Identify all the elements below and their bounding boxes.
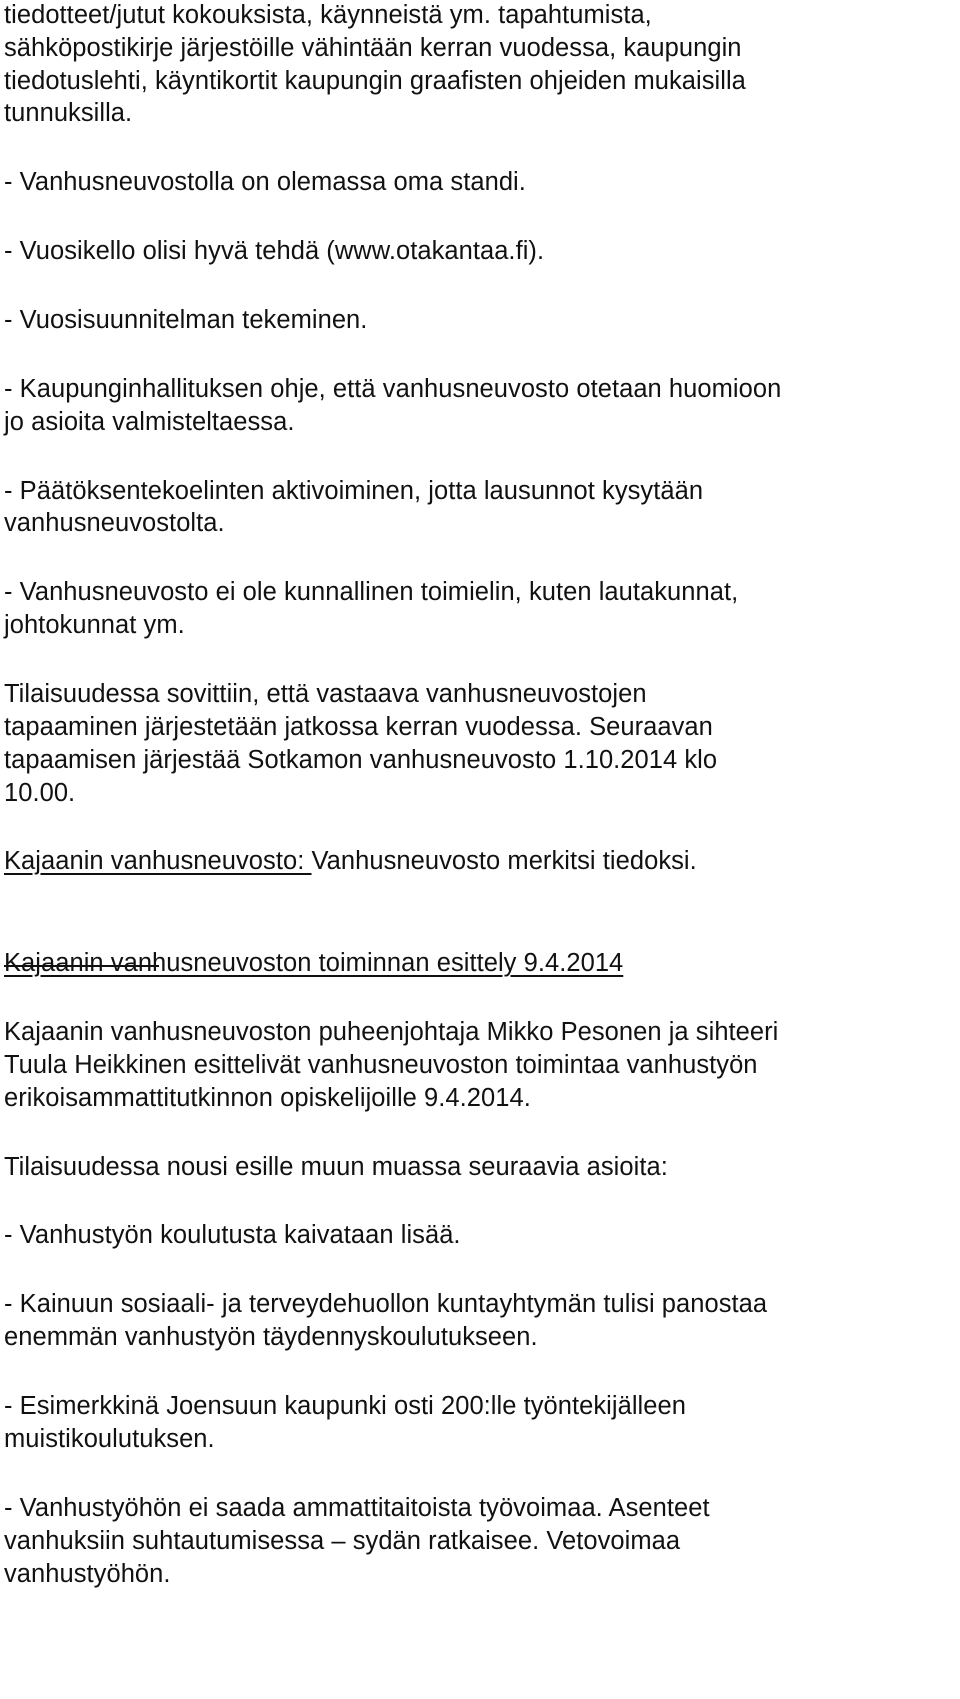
section-line-4: Tilaisuudessa nousi esille muun muassa seuraavia asioita: <box>4 1153 668 1181</box>
section-line-3: erikoisammattitutkinnon opiskelijoille 9.4.2014. <box>4 1084 531 1112</box>
bullet-vuosisuunnitelma: - Vuosisuunnitelman tekeminen. <box>4 306 368 334</box>
bullet-vuosikello: - Vuosikello olisi hyvä tehdä (www.otakantaa.fi). <box>4 237 545 265</box>
section-line-12: vanhustyöhön. <box>4 1560 171 1588</box>
intro-line-2: sähköpostikirje järjestöille vähintään kerran vuodessa, kaupungin <box>4 34 742 62</box>
meeting-line-1: Tilaisuudessa sovittiin, että vastaava vanhusneuvostojen <box>4 680 647 708</box>
bullet-paatoksentekoelimet-1: - Päätöksentekoelinten aktivoiminen, jotta lausunnot kysytään <box>4 477 704 505</box>
kajaani-decision <box>4 846 697 876</box>
intro-line-1: tiedotteet/jutut kokouksista, käynneistä ym. tapahtumista, <box>4 1 652 29</box>
meeting-line-2: tapaaminen järjestetään jatkossa kerran vuodessa. Seuraavan <box>4 713 713 741</box>
bullet-paatoksentekoelimet-2: vanhusneuvostolta. <box>4 509 225 537</box>
section-line-8: - Esimerkkinä Joensuun kaupunki osti 200:lle työntekijälleen <box>4 1392 686 1420</box>
meeting-line-3: tapaamisen järjestää Sotkamon vanhusneuvosto 1.10.2014 klo <box>4 746 718 774</box>
kajaani-label: Kajaanin vanhusneuvosto: <box>4 847 312 875</box>
section-line-2: Tuula Heikkinen esittelivät vanhusneuvoston toimintaa vanhustyön <box>4 1051 758 1079</box>
bullet-kaupunginhallitus-2: jo asioita valmisteltaessa. <box>4 408 295 436</box>
intro-line-3: tiedotuslehti, käyntikortit kaupungin graafisten ohjeiden mukaisilla <box>4 67 746 95</box>
section-line-5: - Vanhustyön koulutusta kaivataan lisää. <box>4 1221 461 1249</box>
intro-line-4: tunnuksilla. <box>4 99 133 127</box>
section-heading: Kajaanin vanhusneuvoston toiminnan esittely 9.4.2014 <box>4 949 624 977</box>
section-line-1: Kajaanin vanhusneuvoston puheenjohtaja Mikko Pesonen ja sihteeri <box>4 1018 779 1046</box>
bullet-kaupunginhallitus-1: - Kaupunginhallituksen ohje, että vanhusneuvosto otetaan huomioon <box>4 375 782 403</box>
section-line-7: enemmän vanhustyön täydennyskoulutukseen. <box>4 1323 538 1351</box>
section-line-9: muistikoulutuksen. <box>4 1425 215 1453</box>
section-line-6: - Kainuun sosiaali- ja terveydehuollon kuntayhtymän tulisi panostaa <box>4 1290 768 1318</box>
bullet-standi: - Vanhusneuvostolla on olemassa oma standi. <box>4 168 526 196</box>
section-line-10: - Vanhustyöhön ei saada ammattitaitoista työvoimaa. Asenteet <box>4 1494 710 1522</box>
section-line-11: vanhuksiin suhtautumisessa – sydän ratkaisee. Vetovoimaa <box>4 1527 681 1555</box>
meeting-line-4: 10.00. <box>4 779 76 807</box>
bullet-toimielin-2: johtokunnat ym. <box>4 611 185 639</box>
bullet-toimielin-1: - Vanhusneuvosto ei ole kunnallinen toimielin, kuten lautakunnat, <box>4 578 739 606</box>
kajaani-text: Vanhusneuvosto merkitsi tiedoksi. <box>311 847 697 875</box>
